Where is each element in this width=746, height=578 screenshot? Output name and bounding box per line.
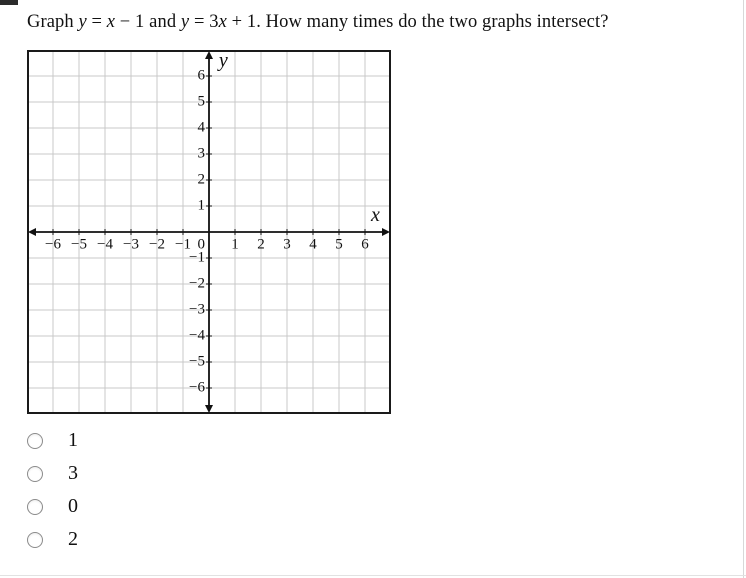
y-tick-label: −5 [189, 353, 205, 370]
y-tick-label: 6 [197, 67, 205, 84]
x-tick-label: 1 [231, 236, 239, 253]
x-tick-label: 4 [309, 236, 317, 253]
question-prefix: Graph [27, 12, 74, 32]
question-suffix: How many times do the two graphs intersect? [265, 12, 609, 32]
origin-label: 0 [197, 236, 205, 253]
x-tick-label: 2 [257, 236, 265, 253]
x-tick-label: −4 [97, 236, 113, 253]
x-axis-label: x [370, 203, 380, 226]
option-label: 1 [68, 429, 78, 451]
y-tick-label: −2 [189, 275, 205, 292]
answer-option[interactable] [27, 490, 227, 523]
answer-option[interactable] [27, 523, 227, 556]
coordinate-graph[interactable] [27, 50, 391, 414]
y-tick-label: 1 [197, 197, 205, 214]
equation-1: y = x − 1 [78, 12, 145, 32]
option-label: 0 [68, 495, 78, 517]
x-tick-label: −2 [149, 236, 165, 253]
y-tick-label: −6 [189, 379, 205, 396]
option-label: 3 [68, 462, 78, 484]
option-label: 2 [68, 528, 78, 550]
x-tick-label: 6 [361, 236, 369, 253]
x-tick-label: −1 [175, 236, 191, 253]
radio-button[interactable] [27, 466, 43, 482]
y-tick-label: 3 [197, 145, 205, 162]
answer-options [27, 424, 227, 556]
y-tick-label: 4 [197, 119, 205, 136]
y-tick-label: 2 [197, 171, 205, 188]
x-tick-label: −5 [71, 236, 87, 253]
answer-option[interactable] [27, 457, 227, 490]
question-text [27, 12, 609, 33]
y-tick-label: −4 [189, 327, 205, 344]
graph-canvas[interactable] [27, 50, 391, 414]
answer-option[interactable] [27, 424, 227, 457]
radio-button[interactable] [27, 532, 43, 548]
y-tick-label: −3 [189, 301, 205, 318]
bottom-divider [0, 575, 746, 576]
x-tick-label: 5 [335, 236, 343, 253]
y-axis-label: y [218, 50, 228, 72]
equation-2: y = 3x + 1. [180, 12, 261, 32]
corner-mark [0, 0, 18, 5]
y-tick-label: −1 [189, 249, 205, 266]
right-divider [743, 0, 744, 578]
radio-button[interactable] [27, 433, 43, 449]
x-tick-label: −3 [123, 236, 139, 253]
y-tick-label: 5 [197, 93, 205, 110]
x-tick-label: −6 [45, 236, 61, 253]
radio-button[interactable] [27, 499, 43, 515]
x-tick-label: 3 [283, 236, 291, 253]
question-connector: and [149, 12, 177, 32]
